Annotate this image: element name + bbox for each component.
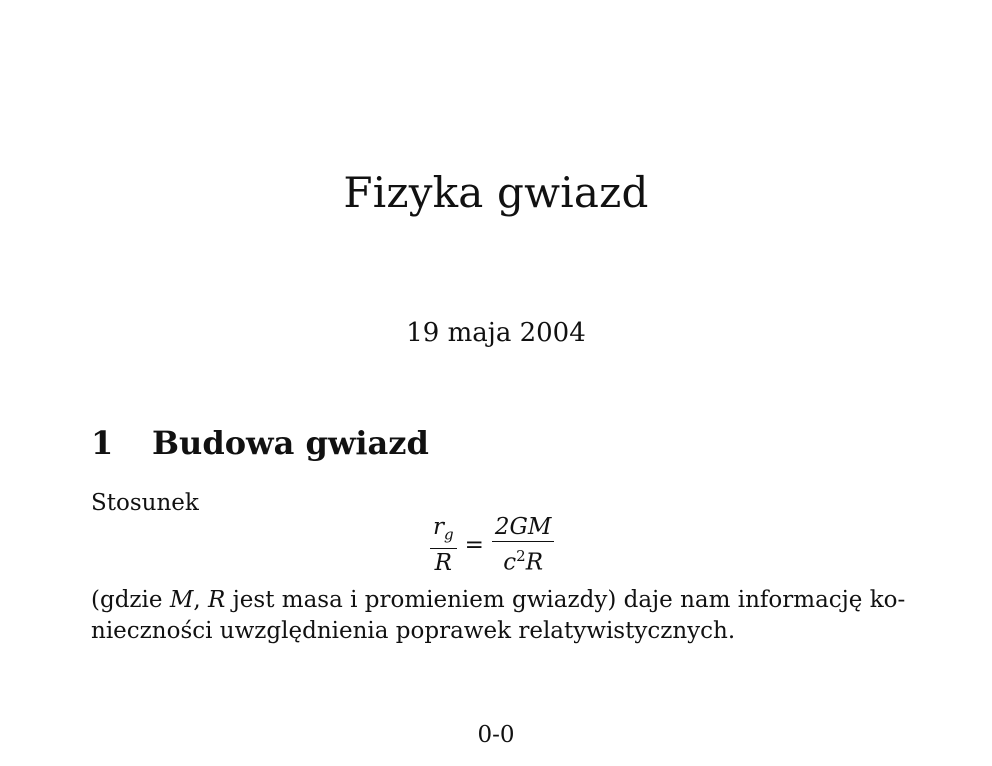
rhs-denominator: $c^2R$ <box>503 547 544 576</box>
lhs-denominator: R <box>434 550 452 577</box>
section-title: Budowa gwiazd <box>152 424 429 462</box>
rhs-numerator: 2GM <box>494 514 552 541</box>
document-date: 19 maja 2004 <box>406 318 586 348</box>
paragraph-line-2: nieczności uwzględnienia poprawek relatywistycznych. <box>91 618 736 644</box>
equation <box>0 512 992 578</box>
section-number: 1 <box>91 424 114 462</box>
lead-text: Stosunek <box>91 490 199 516</box>
document-title: Fizyka gwiazd <box>343 168 649 217</box>
paragraph-line-1: (gdzie M, R jest masa i promieniem gwiazdy) daje nam informację ko- <box>91 587 906 613</box>
page-number: 0-0 <box>477 722 515 748</box>
rhs-fraction <box>492 513 555 577</box>
lhs-fraction <box>430 513 457 578</box>
lhs-numerator: $r_g$ <box>433 513 454 544</box>
equals-sign: = <box>464 532 484 558</box>
section-heading <box>91 424 429 462</box>
